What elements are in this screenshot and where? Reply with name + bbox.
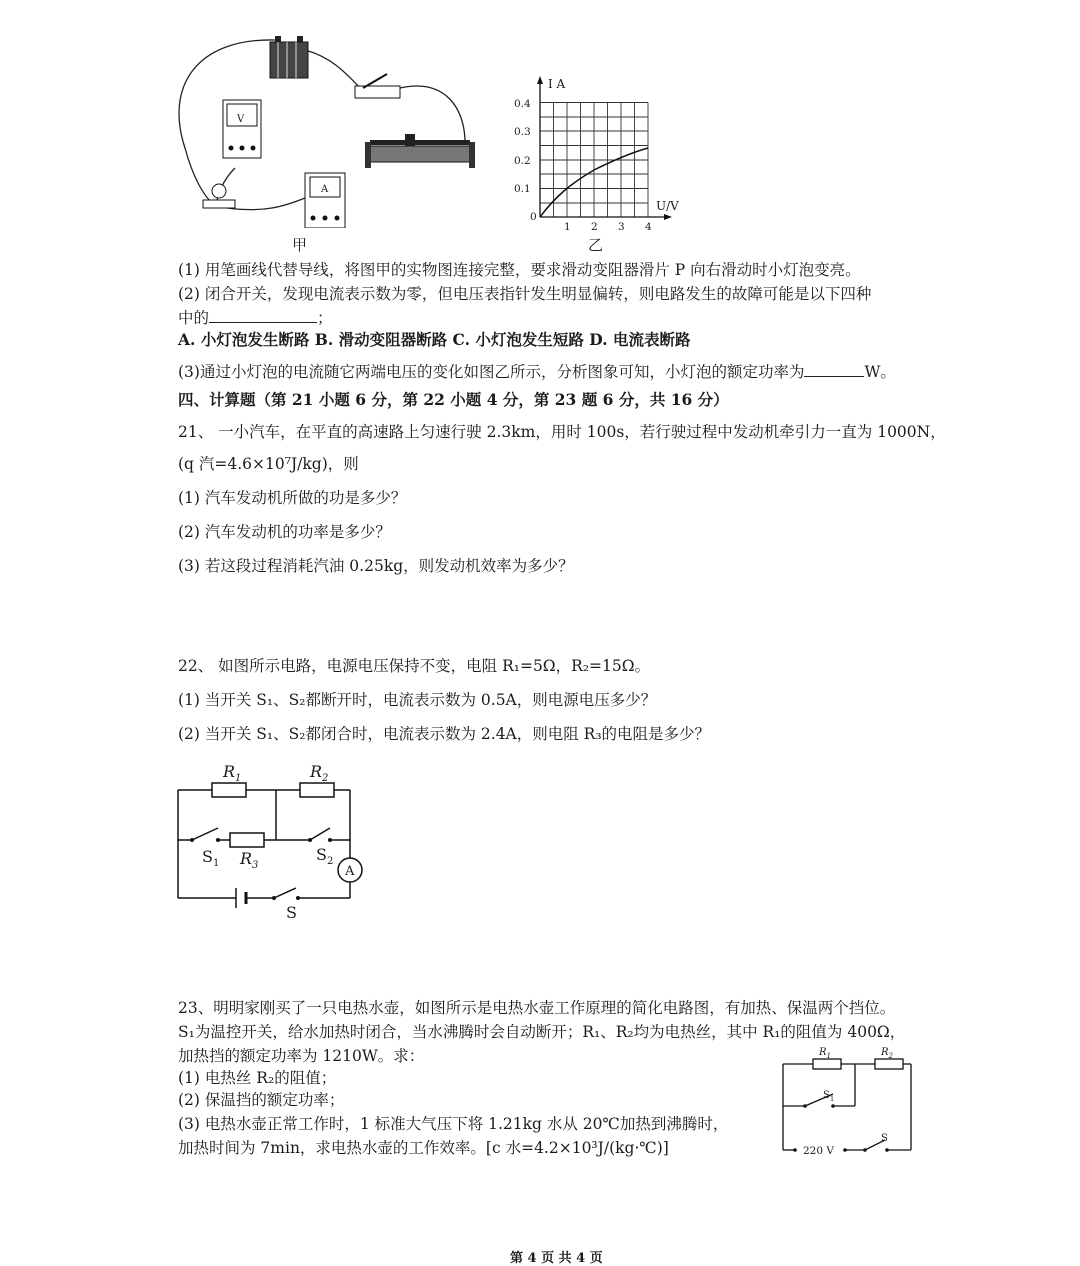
s-label: S xyxy=(881,1133,888,1144)
answer-blank[interactable] xyxy=(209,306,317,323)
q23-line3: 加热挡的额定功率为 1210W。求： xyxy=(178,1047,425,1065)
q20-part2-line1: (2) 闭合开关，发现电流表示数为零，但电压表指针发生明显偏转，则电路发生的故障可能是以下四种 xyxy=(178,285,872,303)
q21-fuel: (q 汽=4.6×10⁷J/kg)，则 xyxy=(178,455,359,473)
svg-text:R1 xyxy=(222,762,241,784)
q20-options: A. 小灯泡发生断路 B. 滑动变阻器断路 C. 小灯泡发生短路 D. 电流表断路 xyxy=(178,330,691,349)
s1-label: S xyxy=(823,1090,830,1101)
q20-part2-line2 xyxy=(178,306,333,328)
q20-part3-prefix: (3)通过小灯泡的电流随它两端电压的变化如图乙所示，分析图象可知，小灯泡的额定功率为 xyxy=(178,363,805,381)
s1-subscript: 1 xyxy=(829,1095,835,1103)
s2-label: S xyxy=(316,845,327,864)
switch-icon xyxy=(355,74,400,98)
svg-text:R3 xyxy=(239,849,258,871)
q20-part3-suffix: W。 xyxy=(864,363,896,381)
q20-part3 xyxy=(178,360,896,382)
q22-part1: (1) 当开关 S₁、S₂都断开时，电流表示数为 0.5A，则电源电压多少？ xyxy=(178,691,657,709)
r3-label: R xyxy=(240,849,253,868)
ytick-label: 0 xyxy=(530,211,537,223)
figure-jia-apparatus xyxy=(175,28,485,228)
q20-part1: (1) 用笔画线代替导线，将图甲的实物图连接完整，要求滑动变阻器滑片 P 向右滑动时小灯泡变亮。 xyxy=(178,261,861,279)
answer-blank[interactable] xyxy=(804,360,864,377)
xtick-label: 3 xyxy=(618,221,625,233)
ytick-label: 0.3 xyxy=(514,126,531,138)
q20-part2-prefix: 中的 xyxy=(178,309,210,327)
page-footer: 第 4 页 共 4 页 xyxy=(510,1251,603,1266)
svg-text:S1 xyxy=(823,1090,834,1103)
figure-yi-caption: 乙 xyxy=(588,236,604,254)
q23-part3-line2: 加热时间为 7min，求电热水壶的工作效率。[c 水=4.2×10³J/(kg·℃)] xyxy=(178,1139,669,1157)
svg-text:S1 xyxy=(202,847,219,869)
ytick-label: 0.4 xyxy=(514,98,531,110)
svg-text:R1 xyxy=(818,1047,831,1060)
r2-label: R xyxy=(310,762,323,781)
r3-subscript: 3 xyxy=(252,860,259,871)
rheostat-icon xyxy=(365,134,475,168)
q23-line1: 23、明明家刚买了一只电热水壶，如图所示是电热水壶工作原理的简化电路图，有加热、保温两个挡位。 xyxy=(178,999,896,1017)
xtick-label: 2 xyxy=(591,221,598,233)
svg-text:R2 xyxy=(880,1047,894,1060)
svg-text:A: A xyxy=(321,184,329,195)
s1-subscript: 1 xyxy=(212,858,220,869)
q23-part2: (2) 保温挡的额定功率； xyxy=(178,1091,345,1109)
s2-subscript: 2 xyxy=(326,856,334,867)
r2-subscript: 2 xyxy=(888,1052,893,1060)
figure-yi-graph xyxy=(510,72,690,237)
q23-part3-line1: (3) 电热水壶正常工作时，1 标准大气压下将 1.21kg 水从 20℃加热到沸腾时， xyxy=(178,1115,729,1133)
q21-part1: (1) 汽车发动机所做的功是多少？ xyxy=(178,489,407,507)
graph-ylabel: I A xyxy=(548,77,566,91)
xtick-label: 1 xyxy=(564,221,571,233)
xtick-label: 4 xyxy=(645,221,652,233)
q21-stem: 21、 一小汽车，在平直的高速路上匀速行驶 2.3km，用时 100s，若行驶过程中发动机牵引力一直为 1000N， xyxy=(178,423,946,441)
r1-subscript: 1 xyxy=(235,773,242,784)
r1-subscript: 1 xyxy=(826,1052,831,1060)
ytick-label: 0.1 xyxy=(514,183,531,195)
voltmeter-icon xyxy=(223,100,261,158)
s-label: S xyxy=(286,903,297,922)
q22-stem: 22、 如图所示电路，电源电压保持不变，电阻 R₁=5Ω，R₂=15Ω。 xyxy=(178,657,651,675)
figure-jia-caption: 甲 xyxy=(292,236,308,254)
graph-xlabel: U/V xyxy=(656,199,679,213)
q22-part2: (2) 当开关 S₁、S₂都闭合时，电流表示数为 2.4A，则电阻 R₃的电阻是多少？ xyxy=(178,725,711,743)
ytick-label: 0.2 xyxy=(514,155,531,167)
r1-label: R xyxy=(223,762,236,781)
s1-label: S xyxy=(202,847,213,866)
ammeter-label: A xyxy=(345,864,355,879)
r2-subscript: 2 xyxy=(322,773,329,784)
svg-text:R2 xyxy=(309,762,328,784)
ammeter-icon xyxy=(305,173,345,228)
q20-part2-suffix: ； xyxy=(317,309,333,327)
q21-part3: (3) 若这段过程消耗汽油 0.25kg，则发动机效率为多少？ xyxy=(178,557,574,575)
q22-circuit-diagram xyxy=(170,758,370,923)
battery-icon xyxy=(270,36,308,78)
bulb-icon xyxy=(203,184,235,208)
q21-part2: (2) 汽车发动机的功率是多少？ xyxy=(178,523,391,541)
r2-label: R xyxy=(881,1047,889,1058)
svg-text:S2 xyxy=(316,845,333,867)
q23-line2: S₁为温控开关，给水加热时闭合，当水沸腾时会自动断开；R₁、R₂均为电热丝，其中 R₁的阻值为 400Ω， xyxy=(178,1023,906,1041)
section-heading: 四、计算题（第 21 小题 6 分，第 22 小题 4 分，第 23 题 6 分，共 16 分） xyxy=(178,390,729,409)
svg-text:V: V xyxy=(237,114,245,125)
q23-part1: (1) 电热丝 R₂的阻值； xyxy=(178,1069,337,1087)
r1-label: R xyxy=(819,1047,827,1058)
voltage-label: 220 V xyxy=(803,1145,834,1157)
q23-circuit-diagram xyxy=(775,1046,920,1161)
